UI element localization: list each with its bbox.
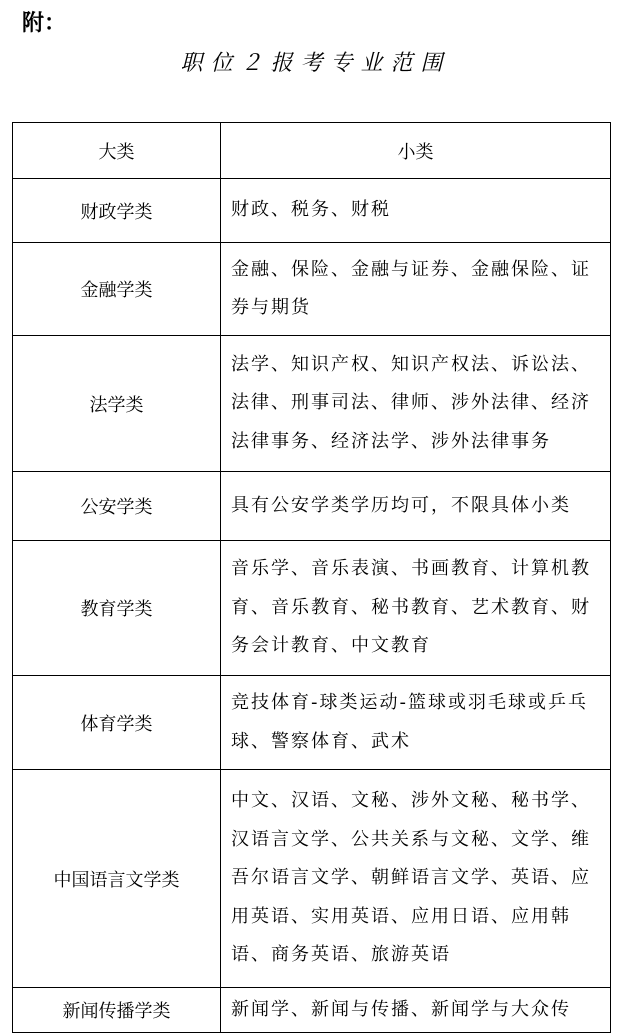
subcategory-cell: 金融、保险、金融与证券、金融保险、证券与期货 (221, 243, 611, 336)
category-cell: 法学类 (13, 336, 221, 472)
header-subcategory: 小类 (221, 123, 611, 179)
header-category: 大类 (13, 123, 221, 179)
table-row (13, 472, 611, 541)
table-row (13, 243, 611, 336)
attachment-label: 附： (22, 11, 67, 36)
table-row (13, 676, 611, 770)
table-row (13, 541, 611, 676)
subcategory-cell: 中文、汉语、文秘、涉外文秘、秘书学、汉语言文学、公共关系与文秘、文学、维吾尔语言文学、朝鲜语言文学、英语、应用英语、实用英语、应用日语、应用韩语、商务英语、旅游英语 (221, 770, 611, 988)
category-cell: 中国语言文学类 (13, 770, 221, 988)
table-row (13, 988, 611, 1033)
category-cell: 金融学类 (13, 243, 221, 336)
category-cell: 公安学类 (13, 472, 221, 541)
subcategory-cell: 具有公安学类学历均可，不限具体小类 (221, 472, 611, 541)
category-cell: 教育学类 (13, 541, 221, 676)
subcategory-cell: 新闻学、新闻与传播、新闻学与大众传 (221, 988, 611, 1033)
subcategory-cell: 竞技体育-球类运动-篮球或羽毛球或乒乓球、警察体育、武术 (221, 676, 611, 770)
subcategory-cell: 财政、税务、财税 (221, 179, 611, 243)
table-row (13, 336, 611, 472)
category-cell: 财政学类 (13, 179, 221, 243)
table-row (13, 179, 611, 243)
table-row (13, 770, 611, 988)
subcategory-cell: 音乐学、音乐表演、书画教育、计算机教育、音乐教育、秘书教育、艺术教育、财务会计教育、中文教育 (221, 541, 611, 676)
major-scope-table (12, 122, 611, 1033)
category-cell: 新闻传播学类 (13, 988, 221, 1033)
subcategory-cell: 法学、知识产权、知识产权法、诉讼法、法律、刑事司法、律师、涉外法律、经济法律事务、经济法学、涉外法律事务 (221, 336, 611, 472)
table-header-row (13, 123, 611, 179)
document-title: 职位２报考专业范围 (180, 51, 451, 76)
category-cell: 体育学类 (13, 676, 221, 770)
